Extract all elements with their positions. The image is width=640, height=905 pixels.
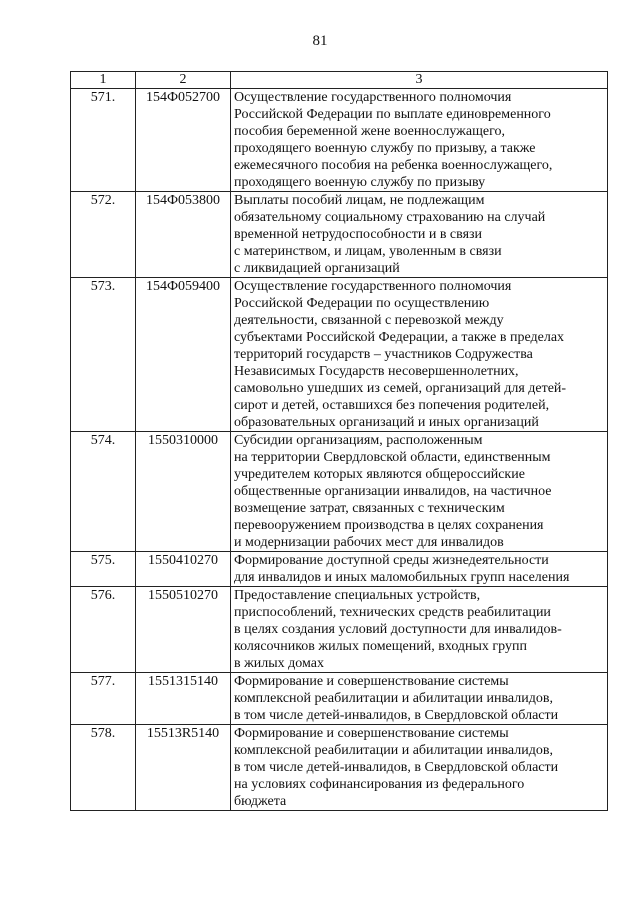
description-line: проходящего военную службу по призыву, а также — [234, 141, 536, 156]
description-line: ежемесячного пособия на ребенка военнослужащего, — [234, 158, 553, 173]
table-row — [71, 192, 608, 278]
column-header-2: 2 — [136, 72, 231, 89]
description-line: общественные организации инвалидов, на частичное — [234, 484, 552, 499]
description-line: колясочников жилых помещений, входных групп — [234, 639, 527, 654]
description-line: Формирование доступной среды жизнедеятельности — [234, 553, 549, 568]
description-line: Предоставление специальных устройств, — [234, 588, 481, 603]
description-line: деятельности, связанной с перевозкой между — [234, 313, 504, 328]
description-line: территорий государств – участников Содружества — [234, 347, 533, 362]
description-line: в целях создания условий доступности для инвалидов- — [234, 622, 562, 637]
description-line: Осуществление государственного полномочия — [234, 90, 512, 105]
column-header-1: 1 — [71, 72, 136, 89]
classification-code: 1550410270 — [136, 552, 231, 587]
description-line: в том числе детей-инвалидов, в Свердловской области — [234, 760, 559, 775]
table-header-row — [71, 72, 608, 89]
description-line: на территории Свердловской области, единственным — [234, 450, 551, 465]
description-line: временной нетрудоспособности и в связи — [234, 227, 483, 242]
description-line: с ликвидацией организаций — [234, 261, 400, 276]
description-line: Выплаты пособий лицам, не подлежащим — [234, 193, 485, 208]
row-number: 571. — [71, 89, 136, 192]
description-line: Независимых Государств несовершеннолетних, — [234, 364, 519, 379]
description-line: Формирование и совершенствование системы — [234, 726, 509, 741]
description-line: для инвалидов и иных маломобильных групп населения — [234, 570, 570, 585]
description-line: комплексной реабилитации и абилитации инвалидов, — [234, 743, 553, 758]
description-line: образовательных организаций и иных организаций — [234, 415, 539, 430]
budget-classification-table — [70, 71, 608, 811]
table-row — [71, 278, 608, 432]
description-line: с материнством, и лицам, уволенным в связи — [234, 244, 502, 259]
table-row — [71, 552, 608, 587]
expense-description — [231, 278, 608, 432]
description-line: Осуществление государственного полномочия — [234, 279, 512, 294]
description-line: возмещение затрат, связанных с техническим — [234, 501, 505, 516]
row-number: 578. — [71, 725, 136, 811]
page-number: 81 — [312, 33, 328, 49]
description-line: в жилых домах — [234, 656, 325, 671]
description-line: и модернизации рабочих мест для инвалидов — [234, 535, 504, 550]
classification-code: 15513R5140 — [136, 725, 231, 811]
table-row — [71, 432, 608, 552]
description-line: Российской Федерации по осуществлению — [234, 296, 490, 311]
expense-description — [231, 673, 608, 725]
description-line: Субсидии организациям, расположенным — [234, 433, 483, 448]
description-line: на условиях софинансирования из федерального — [234, 777, 525, 792]
classification-code: 1550310000 — [136, 432, 231, 552]
row-number: 576. — [71, 587, 136, 673]
expense-description — [231, 725, 608, 811]
expense-description — [231, 192, 608, 278]
row-number: 575. — [71, 552, 136, 587]
classification-code: 154Ф059400 — [136, 278, 231, 432]
classification-code: 154Ф053800 — [136, 192, 231, 278]
table-row — [71, 725, 608, 811]
table-row — [71, 89, 608, 192]
classification-code: 154Ф052700 — [136, 89, 231, 192]
description-line: Российской Федерации по выплате единовременного — [234, 107, 551, 122]
description-line: проходящего военную службу по призыву — [234, 175, 486, 190]
row-number: 573. — [71, 278, 136, 432]
description-line: Формирование и совершенствование системы — [234, 674, 509, 689]
description-line: бюджета — [234, 794, 287, 809]
classification-code: 1551315140 — [136, 673, 231, 725]
expense-description — [231, 432, 608, 552]
description-line: пособия беременной жене военнослужащего, — [234, 124, 505, 139]
row-number: 577. — [71, 673, 136, 725]
expense-description — [231, 552, 608, 587]
description-line: приспособлений, технических средств реабилитации — [234, 605, 551, 620]
description-line: самовольно ушедших из семей, организаций для детей- — [234, 381, 567, 396]
table-row — [71, 587, 608, 673]
description-line: в том числе детей-инвалидов, в Свердловской области — [234, 708, 559, 723]
expense-description — [231, 587, 608, 673]
table-body — [71, 89, 608, 811]
description-line: обязательному социальному страхованию на случай — [234, 210, 546, 225]
expense-description — [231, 89, 608, 192]
table-row — [71, 673, 608, 725]
description-line: перевооружением производства в целях сохранения — [234, 518, 544, 533]
description-line: сирот и детей, оставшихся без попечения родителей, — [234, 398, 550, 413]
description-line: учредителем которых являются общероссийские — [234, 467, 525, 482]
classification-code: 1550510270 — [136, 587, 231, 673]
row-number: 572. — [71, 192, 136, 278]
column-header-3: 3 — [231, 72, 608, 89]
row-number: 574. — [71, 432, 136, 552]
description-line: субъектами Российской Федерации, а также в пределах — [234, 330, 565, 345]
description-line: комплексной реабилитации и абилитации инвалидов, — [234, 691, 553, 706]
